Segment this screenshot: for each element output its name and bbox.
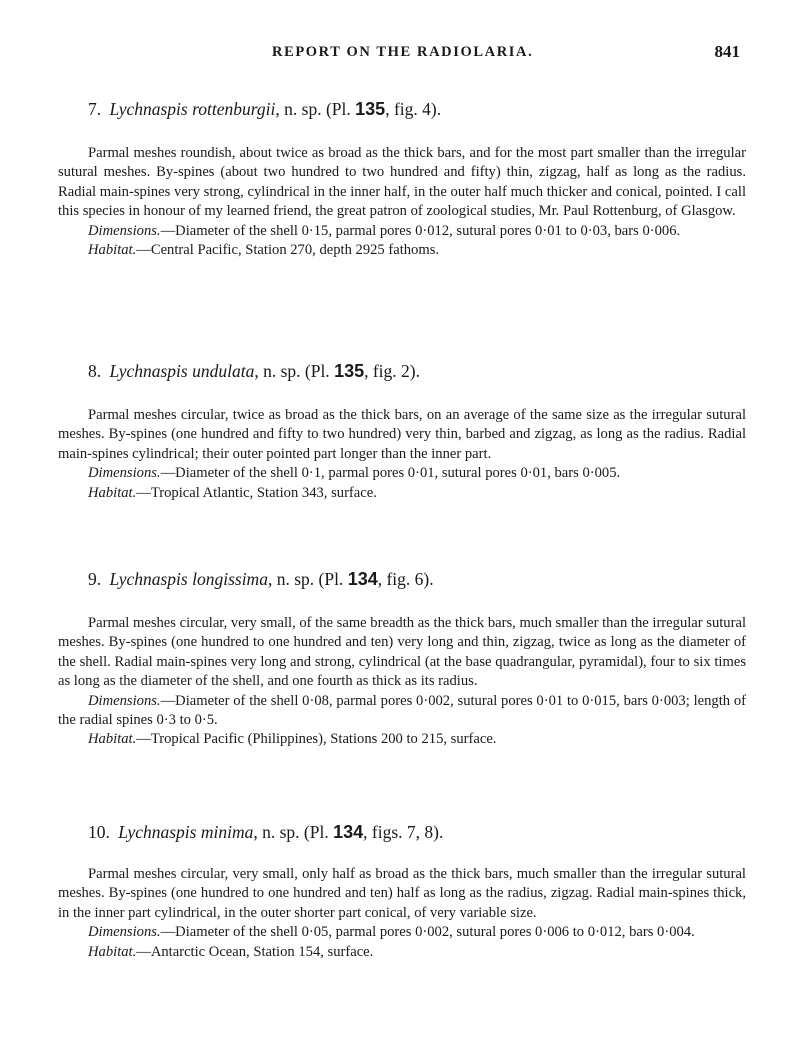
figure-ref: , fig. 6). bbox=[377, 569, 434, 589]
habitat-label: Habitat. bbox=[88, 242, 137, 259]
species-description: Parmal meshes circular, twice as broad as the thick bars, on an average of the same size as the irregular sutural meshes. By-spines (one hundred and fifty to two hundred) very thin, barbed and zigzag, as long as the radius. Radial main-spines cylindrical; their outer pointed part longer than the inner part. bbox=[58, 407, 746, 462]
species-entry-10 bbox=[58, 822, 746, 962]
dimensions-text: —Diameter of the shell 0·05, parmal pores 0·002, sutural pores 0·006 to 0·012, bars 0·004. bbox=[160, 924, 695, 941]
plate-number: 135 bbox=[355, 99, 386, 119]
species-heading bbox=[88, 99, 746, 120]
habitat-text: —Antarctic Ocean, Station 154, surface. bbox=[136, 943, 374, 960]
species-status: , n. sp. (Pl. bbox=[267, 569, 344, 589]
habitat-text: —Tropical Pacific (Philippines), Stations 200 to 215, surface. bbox=[136, 731, 497, 748]
habitat-line bbox=[58, 484, 746, 503]
species-heading bbox=[88, 822, 746, 843]
habitat-line bbox=[58, 241, 746, 260]
habitat-label: Habitat. bbox=[88, 484, 137, 501]
species-number: 9. bbox=[88, 569, 102, 589]
dimensions-line bbox=[58, 464, 746, 483]
page-header bbox=[0, 44, 800, 68]
figure-ref: , fig. 4). bbox=[385, 99, 442, 119]
dimensions-label: Dimensions. bbox=[88, 465, 161, 482]
species-number: 8. bbox=[88, 361, 102, 381]
species-description: Parmal meshes circular, very small, only half as broad as the thick bars, much smaller than the irregular sutural meshes. By-spines (one hundred to one hundred and ten) half as long as the radius, zigzag. Radial main-spines thick, in the inner part cylindrical, in the outer shorter part conical, of very variable size. bbox=[58, 866, 746, 921]
species-heading bbox=[88, 361, 746, 382]
habitat-label: Habitat. bbox=[88, 731, 137, 748]
species-number: 7. bbox=[88, 99, 102, 119]
species-status: , n. sp. (Pl. bbox=[275, 99, 351, 119]
figure-ref: , figs. 7, 8). bbox=[363, 822, 444, 842]
species-status: , n. sp. (Pl. bbox=[253, 822, 329, 842]
dimensions-label: Dimensions. bbox=[88, 692, 161, 709]
species-name: Lychnaspis longissima bbox=[109, 569, 268, 589]
habitat-text: —Tropical Atlantic, Station 343, surface. bbox=[136, 484, 377, 501]
habitat-line bbox=[58, 730, 746, 749]
species-name: Lychnaspis minima bbox=[118, 822, 254, 842]
page-number: 841 bbox=[714, 42, 740, 61]
habitat-text: —Central Pacific, Station 270, depth 2925 fathoms. bbox=[136, 242, 440, 259]
species-name: Lychnaspis rottenburgii bbox=[109, 99, 276, 119]
dimensions-line bbox=[58, 923, 746, 942]
species-entry-8 bbox=[58, 361, 746, 503]
species-description: Parmal meshes circular, very small, of the same breadth as the thick bars, much smaller than the irregular sutural meshes. By-spines (one hundred to one hundred and ten) very long and thin, zigzag, twice as long as the diameter of the shell. Radial main-spines very long and strong, cylindrical (at the base quadrangular, pyramidal), four to six times as long as the diameter of the shell, and one fourth as thick as its radius. bbox=[58, 615, 746, 690]
species-description: Parmal meshes roundish, about twice as broad as the thick bars, and for the most part smaller than the irregular sutural meshes. By-spines (about two hundred to two hundred and fifty) thin, zigzag, half as long as the radius. Radial main-spines very strong, cylindrical in the inner half, in the outer half much thicker and conical, pointed. I call this species in honour of my learned friend, the great patron of zoological studies, Mr. Paul Rottenburg, of Glasgow. bbox=[58, 145, 746, 220]
habitat-line bbox=[58, 943, 746, 962]
plate-number: 134 bbox=[333, 822, 364, 842]
species-number: 10. bbox=[88, 822, 110, 842]
dimensions-label: Dimensions. bbox=[88, 924, 161, 941]
plate-number: 135 bbox=[334, 361, 365, 381]
dimensions-text: —Diameter of the shell 0·08, parmal pores 0·002, sutural pores 0·01 to 0·015, bars 0·003; length of the radial spines 0·3 to 0·5. bbox=[58, 692, 746, 729]
species-name: Lychnaspis undulata bbox=[109, 361, 255, 381]
running-head: REPORT ON THE RADIOLARIA. bbox=[272, 44, 534, 60]
dimensions-text: —Diameter of the shell 0·1, parmal pores 0·01, sutural pores 0·01, bars 0·005. bbox=[160, 465, 621, 482]
figure-ref: , fig. 2). bbox=[364, 361, 421, 381]
species-entry-9 bbox=[58, 569, 746, 750]
dimensions-text: —Diameter of the shell 0·15, parmal pores 0·012, sutural pores 0·01 to 0·03, bars 0·006. bbox=[160, 222, 681, 239]
dimensions-line bbox=[58, 222, 746, 241]
plate-number: 134 bbox=[347, 569, 378, 589]
dimensions-line bbox=[58, 692, 746, 731]
habitat-label: Habitat. bbox=[88, 943, 137, 960]
dimensions-label: Dimensions. bbox=[88, 222, 161, 239]
species-entry-7 bbox=[58, 99, 746, 260]
species-status: , n. sp. (Pl. bbox=[254, 361, 330, 381]
species-heading bbox=[88, 569, 746, 590]
